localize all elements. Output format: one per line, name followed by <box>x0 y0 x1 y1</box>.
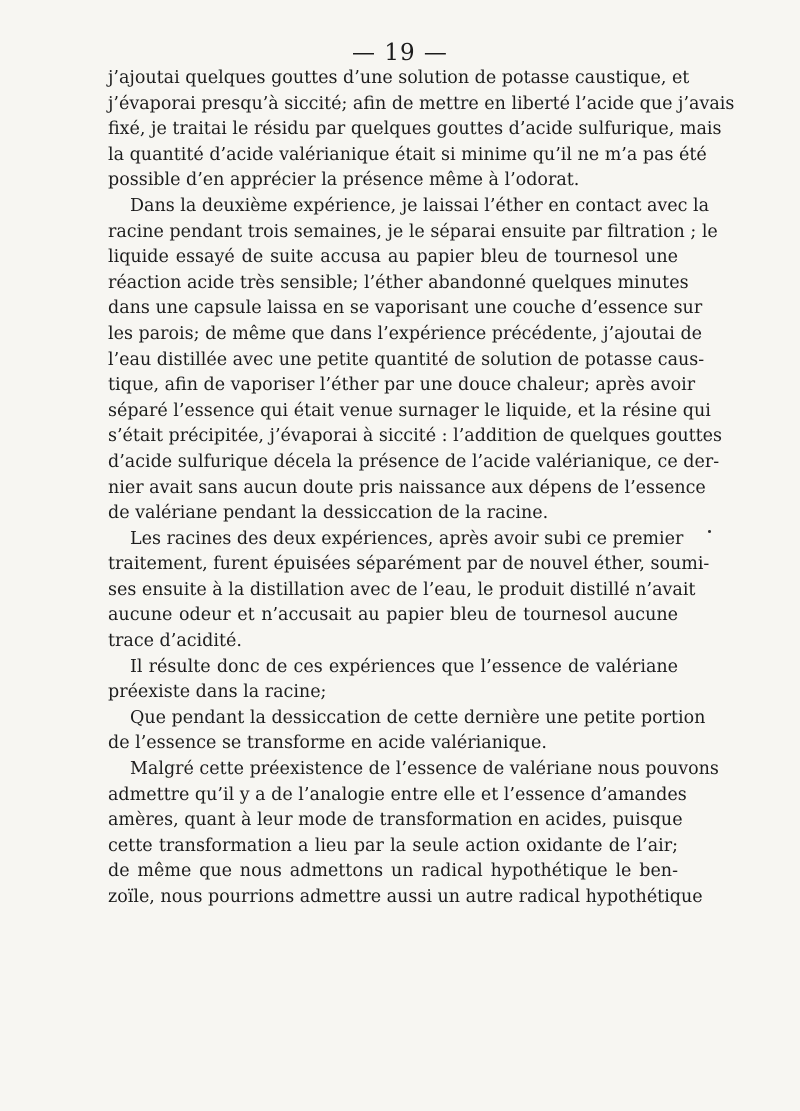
margin-mark <box>708 530 711 533</box>
text-line: aucune odeur et n’accusait au papier bleu de tournesol aucune <box>108 605 678 626</box>
body-text <box>108 66 735 911</box>
text-line: Malgré cette préexistence de l’essence de valériane nous pouvons <box>130 759 719 780</box>
text-line: possible d’en apprécier la présence même à l’odorat. <box>108 170 580 191</box>
text-line: les parois; de même que dans l’expérience précédente, j’ajoutai de <box>108 323 703 344</box>
text-line: liquide essayé de suite accusa au papier bleu de tournesol une <box>108 247 678 268</box>
text-line: Il résulte donc de ces expériences que l’essence de valériane <box>130 656 678 677</box>
text-line: la quantité d’acide valérianique était si minime qu’il ne m’a pas été <box>108 144 707 165</box>
text-line: préexiste dans la racine; <box>108 682 327 703</box>
text-line: séparé l’essence qui était venue surnager le liquide, et la résine qui <box>108 400 711 421</box>
text-line: de valériane pendant la dessiccation de la racine. <box>108 503 549 524</box>
text-line: tique, afin de vaporiser l’éther par une douce chaleur; après avoir <box>108 375 696 396</box>
text-line: admettre qu’il y a de l’analogie entre elle et l’essence d’amandes <box>108 784 687 805</box>
text-line: dans une capsule laissa en se vaporisant une couche d’essence sur <box>108 298 703 319</box>
text-line: Que pendant la dessiccation de cette dernière une petite portion <box>130 707 706 728</box>
text-line: trace d’acidité. <box>108 631 242 652</box>
text-line: nier avait sans aucun doute pris naissance aux dépens de l’essence <box>108 477 706 498</box>
text-line: l’eau distillée avec une petite quantité de solution de potasse caus- <box>108 349 705 370</box>
text-line: d’acide sulfurique décela la présence de l’acide valérianique, ce der- <box>108 451 720 472</box>
text-line: de même que nous admettons un radical hypothétique le ben- <box>108 861 678 882</box>
page-number: — 19 — <box>352 40 448 66</box>
text-line: Dans la deuxième expérience, je laissai l’éther en contact avec la <box>130 195 710 216</box>
text-line: ses ensuite à la distillation avec de l’eau, le produit distillé n’avait <box>108 579 696 600</box>
text-line: Les racines des deux expériences, après avoir subi ce premier <box>130 528 684 549</box>
text-line: s’était précipitée, j’évaporai à siccité : l’addition de quelques gouttes <box>108 426 723 447</box>
text-line: traitement, furent épuisées séparément par de nouvel éther, soumi- <box>108 554 710 575</box>
text-line: j’évaporai presqu’à siccité; afin de mettre en liberté l’acide que j’avais <box>108 93 735 114</box>
text-line: de l’essence se transforme en acide valérianique. <box>108 733 547 754</box>
text-line: racine pendant trois semaines, je le séparai ensuite par filtration ; le <box>108 221 718 242</box>
text-line: fixé, je traitai le résidu par quelques gouttes d’acide sulfurique, mais <box>108 119 722 140</box>
text-line: j’ajoutai quelques gouttes d’une solution de potasse caustique, et <box>108 68 690 88</box>
text-line: amères, quant à leur mode de transformation en acides, puisque <box>108 810 683 831</box>
text-line: réaction acide très sensible; l’éther abandonné quelques minutes <box>108 272 689 293</box>
text-line: zoïle, nous pourrions admettre aussi un autre radical hypothétique <box>108 887 703 907</box>
text-line: cette transformation a lieu par la seule action oxidante de l’air; <box>108 835 678 856</box>
